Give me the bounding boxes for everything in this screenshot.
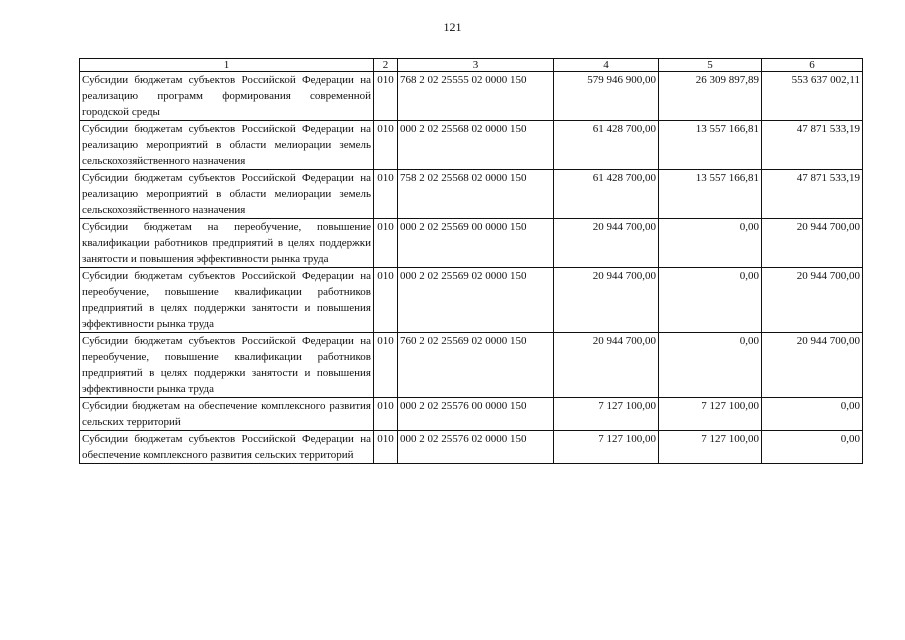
row-value-5: 7 127 100,00 (659, 431, 762, 464)
row-value-6: 47 871 533,19 (762, 121, 863, 170)
row-value-4: 579 946 900,00 (554, 72, 659, 121)
row-budget-code: 000 2 02 25568 02 0000 150 (398, 121, 554, 170)
column-header-5: 5 (659, 59, 762, 72)
row-value-5: 7 127 100,00 (659, 398, 762, 431)
row-value-5: 0,00 (659, 268, 762, 333)
row-budget-code: 768 2 02 25555 02 0000 150 (398, 72, 554, 121)
row-value-5: 0,00 (659, 333, 762, 398)
row-value-6: 47 871 533,19 (762, 170, 863, 219)
row-value-4: 20 944 700,00 (554, 333, 659, 398)
row-value-5: 13 557 166,81 (659, 170, 762, 219)
row-value-6: 0,00 (762, 431, 863, 464)
row-budget-code: 000 2 02 25576 02 0000 150 (398, 431, 554, 464)
table-row (80, 398, 863, 431)
row-budget-code: 760 2 02 25569 02 0000 150 (398, 333, 554, 398)
column-header-3: 3 (398, 59, 554, 72)
table-row (80, 170, 863, 219)
row-name: Субсидии бюджетам субъектов Российской Федерации на переобучение, повышение квалификации работников предприятий в целях поддержки занятости и повышения эффективности рынка труда (80, 333, 374, 398)
row-name: Субсидии бюджетам субъектов Российской Федерации на переобучение, повышение квалификации работников предприятий в целях поддержки занятости и повышения эффективности рынка труда (80, 268, 374, 333)
row-name: Субсидии бюджетам субъектов Российской Федерации на обеспечение комплексного развития сельских территорий (80, 431, 374, 464)
table-row (80, 333, 863, 398)
row-group-code: 010 (374, 398, 398, 431)
row-value-5: 26 309 897,89 (659, 72, 762, 121)
row-budget-code: 000 2 02 25569 02 0000 150 (398, 268, 554, 333)
row-group-code: 010 (374, 333, 398, 398)
row-group-code: 010 (374, 268, 398, 333)
row-name: Субсидии бюджетам субъектов Российской Федерации на реализацию мероприятий в области мелиорации земель сельскохозяйственного назначения (80, 170, 374, 219)
row-value-6: 20 944 700,00 (762, 219, 863, 268)
row-name: Субсидии бюджетам на обеспечение комплексного развития сельских территорий (80, 398, 374, 431)
row-value-4: 7 127 100,00 (554, 398, 659, 431)
page-number: 121 (443, 20, 462, 34)
table-row (80, 72, 863, 121)
row-value-4: 7 127 100,00 (554, 431, 659, 464)
row-budget-code: 000 2 02 25569 00 0000 150 (398, 219, 554, 268)
row-budget-code: 758 2 02 25568 02 0000 150 (398, 170, 554, 219)
row-value-4: 20 944 700,00 (554, 268, 659, 333)
row-value-6: 0,00 (762, 398, 863, 431)
table-row (80, 121, 863, 170)
row-value-4: 20 944 700,00 (554, 219, 659, 268)
row-value-4: 61 428 700,00 (554, 170, 659, 219)
row-name: Субсидии бюджетам субъектов Российской Федерации на реализацию мероприятий в области мелиорации земель сельскохозяйственного назначения (80, 121, 374, 170)
column-header-6: 6 (762, 59, 863, 72)
row-group-code: 010 (374, 121, 398, 170)
column-header-2: 2 (374, 59, 398, 72)
column-header-4: 4 (554, 59, 659, 72)
row-value-5: 0,00 (659, 219, 762, 268)
table-row (80, 431, 863, 464)
table-row (80, 268, 863, 333)
row-group-code: 010 (374, 431, 398, 464)
row-value-6: 553 637 002,11 (762, 72, 863, 121)
table-header-row (80, 59, 863, 72)
row-value-5: 13 557 166,81 (659, 121, 762, 170)
row-value-6: 20 944 700,00 (762, 268, 863, 333)
row-group-code: 010 (374, 219, 398, 268)
column-header-1: 1 (80, 59, 374, 72)
row-name: Субсидии бюджетам субъектов Российской Федерации на реализацию программ формирования современной городской среды (80, 72, 374, 121)
row-value-4: 61 428 700,00 (554, 121, 659, 170)
budget-table (79, 58, 863, 464)
row-group-code: 010 (374, 170, 398, 219)
row-value-6: 20 944 700,00 (762, 333, 863, 398)
row-budget-code: 000 2 02 25576 00 0000 150 (398, 398, 554, 431)
table-row (80, 219, 863, 268)
row-name: Субсидии бюджетам на переобучение, повышение квалификации работников предприятий в целях поддержки занятости и повышения эффективности рынка труда (80, 219, 374, 268)
row-group-code: 010 (374, 72, 398, 121)
